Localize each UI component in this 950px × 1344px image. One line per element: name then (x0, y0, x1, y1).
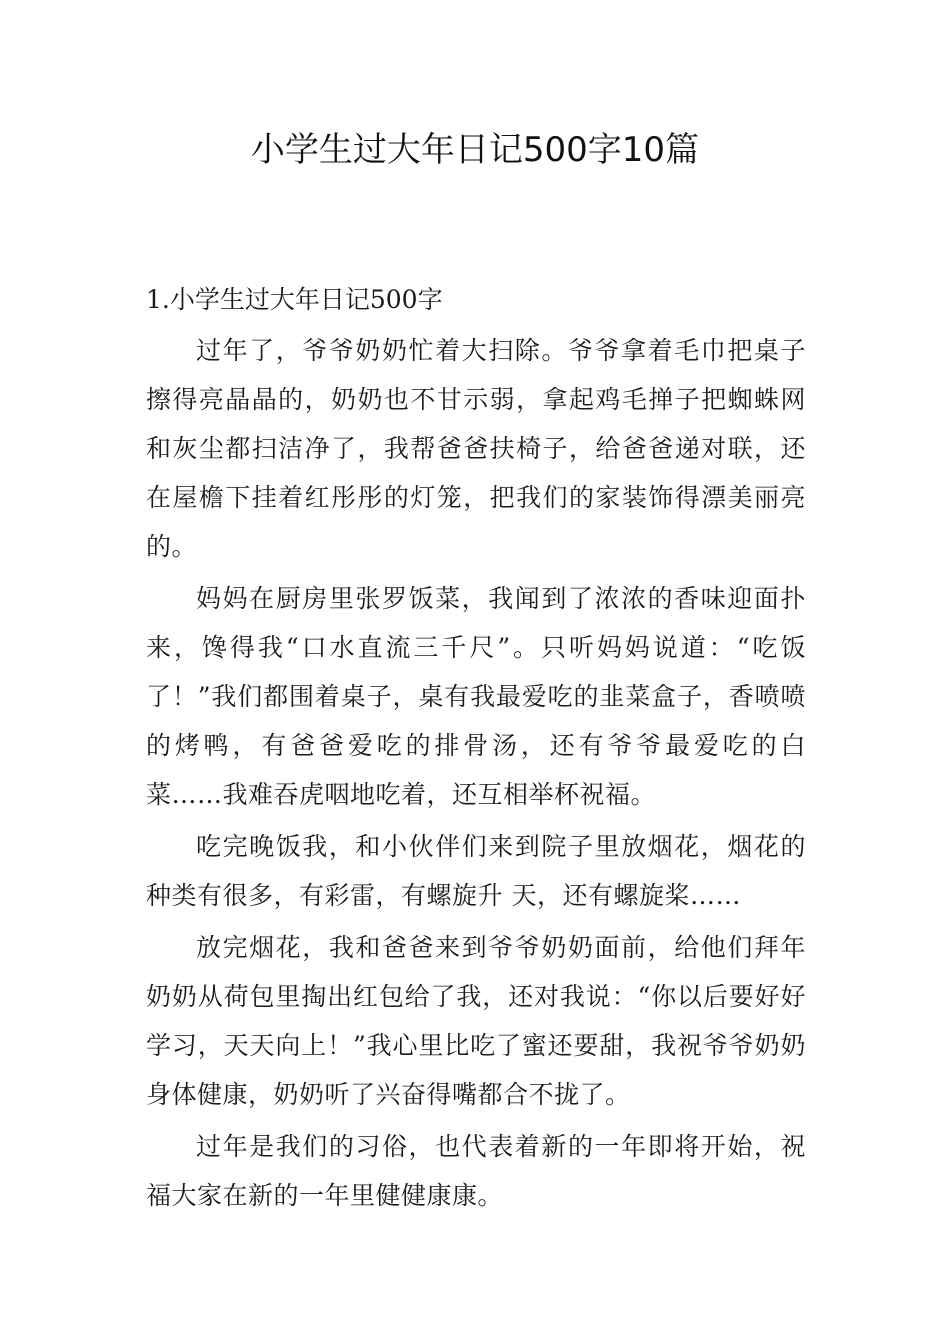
paragraph-5: 过年是我们的习俗，也代表着新的一年即将开始，祝福大家在新的一年里健健康康。 (146, 1132, 806, 1210)
paragraph-3: 吃完晚饭我，和小伙伴们来到院子里放烟花，烟花的种类有很多，有彩雷，有螺旋升 天，还有螺旋桨…… (146, 832, 806, 910)
paragraph-2: 妈妈在厨房里张罗饭菜，我闻到了浓浓的香味迎面扑来，馋得我“口水直流三千尺”。只听妈妈说道：“吃饭了！”我们都围着桌子，桌有我最爱吃的韭菜盒子，香喷喷的烤鸭，有爸爸爱吃的排骨汤，还有爷爷最爱吃的白菜……我难吞虎咽地吃着，还互相举杯祝福。 (146, 584, 806, 809)
paragraph-4: 放完烟花，我和爸爸来到爷爷奶奶面前，给他们拜年奶奶从荷包里掏出红包给了我，还对我说：“你以后要好好学习，天天向上！”我心里比吃了蜜还要甜，我祝爷爷奶奶身体健康，奶奶听了兴奋得嘴都合不拢了。 (146, 933, 806, 1109)
document-body (146, 278, 806, 1223)
document-title: 小学生过大年日记500字10篇 (250, 130, 700, 170)
section-heading: 1.小学生过大年日记500字 (146, 285, 443, 314)
paragraph-1: 过年了，爷爷奶奶忙着大扫除。爷爷拿着毛巾把桌子擦得亮晶晶的，奶奶也不甘示弱，拿起鸡毛掸子把蜘蛛网和灰尘都扫洁净了，我帮爸爸扶椅子，给爸爸递对联，还在屋檐下挂着红彤彤的灯笼，把我们的家装饰得漂美丽亮的。 (146, 336, 806, 561)
